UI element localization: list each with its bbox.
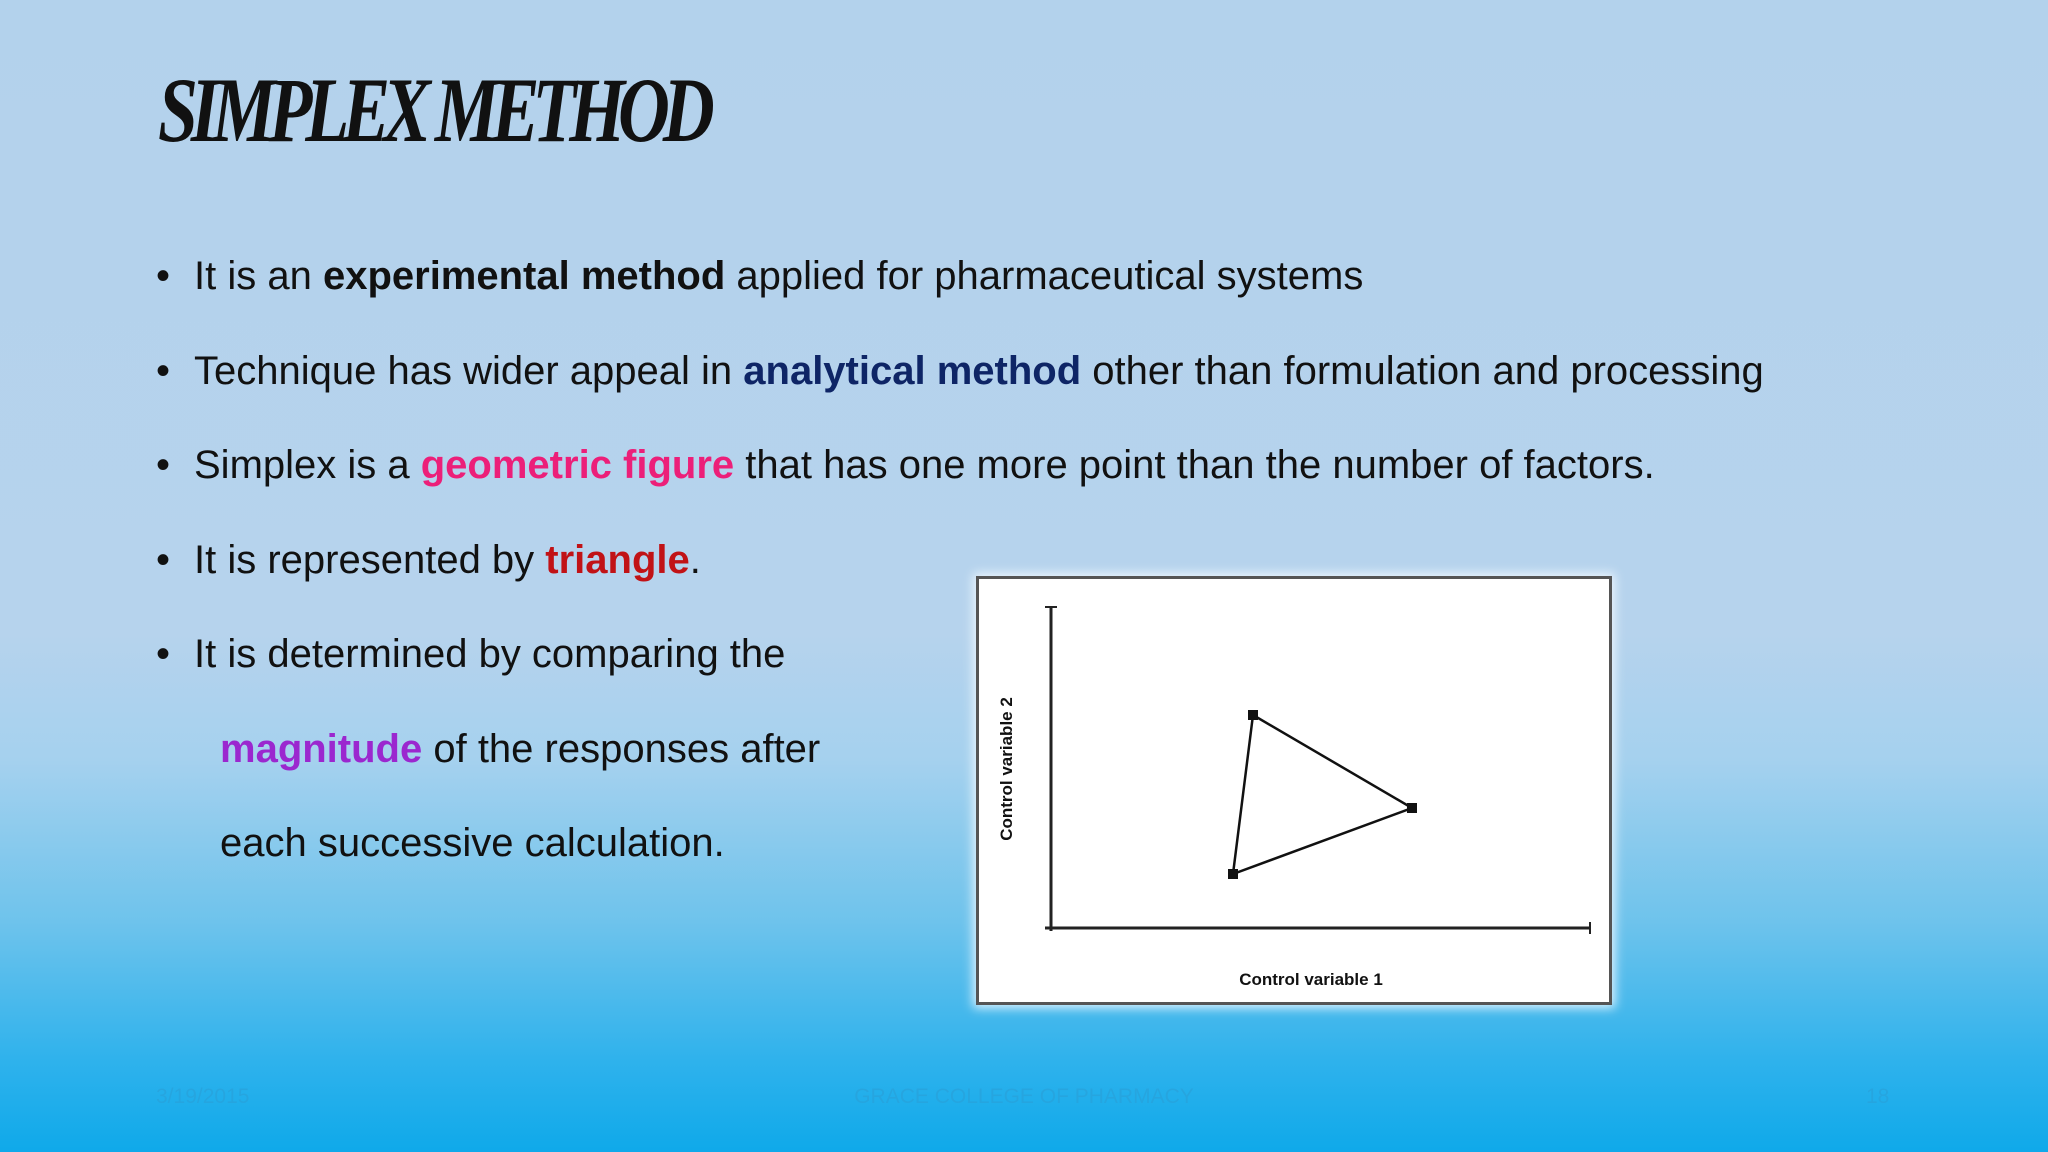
vertex-marker [1407, 803, 1417, 813]
bullet-text: It is represented by [194, 537, 546, 582]
bullet-text: It is an [194, 254, 323, 298]
vertex-marker [1228, 869, 1238, 879]
simplex-triangle-figure [976, 576, 1612, 1005]
bullet-text: Simplex is a [194, 443, 421, 487]
bullet-emphasis: triangle [545, 537, 690, 582]
bullet-icon: • [156, 443, 171, 487]
footer-page-number: 18 [1866, 1085, 1890, 1108]
slide-title: SIMPLEX METHOD [158, 59, 708, 161]
bullet-icon: • [156, 537, 171, 582]
bullet-emphasis: experimental method [322, 254, 726, 298]
bullet-emphasis: magnitude [220, 726, 423, 771]
bullet-text: It is determined by comparing the [194, 632, 786, 676]
bullet-text: other than formulation and processing [1081, 348, 1764, 393]
bullet-emphasis: analytical method [743, 348, 1082, 393]
vertex-marker [1248, 710, 1258, 720]
bullet-item-1 [156, 252, 1764, 347]
bullet-text: applied for pharmaceutical systems [725, 254, 1364, 298]
bullet-text: that has one more point than the number of factors. [734, 443, 1655, 487]
bullet-text: each successive calculation. [220, 821, 725, 865]
bullet-icon: • [156, 348, 171, 393]
simplex-triangle [1233, 715, 1412, 874]
bullet-icon: • [156, 254, 171, 298]
bullet-text: Technique has wider appeal in [194, 348, 744, 393]
y-axis-label: Control variable 2 [997, 697, 1016, 841]
bullet-text: . [689, 537, 701, 582]
footer-organization: GRACE COLLEGE OF PHARMACY [854, 1085, 1194, 1108]
simplex-diagram [979, 579, 1609, 1002]
bullet-item-2 [156, 347, 1764, 442]
bullet-text: of the responses after [422, 726, 821, 771]
bullet-emphasis: geometric figure [420, 443, 735, 487]
bullet-item-3 [156, 441, 1764, 536]
footer-date: 3/19/2015 [156, 1085, 250, 1108]
bullet-icon: • [156, 632, 171, 676]
x-axis-label: Control variable 1 [1239, 970, 1383, 989]
